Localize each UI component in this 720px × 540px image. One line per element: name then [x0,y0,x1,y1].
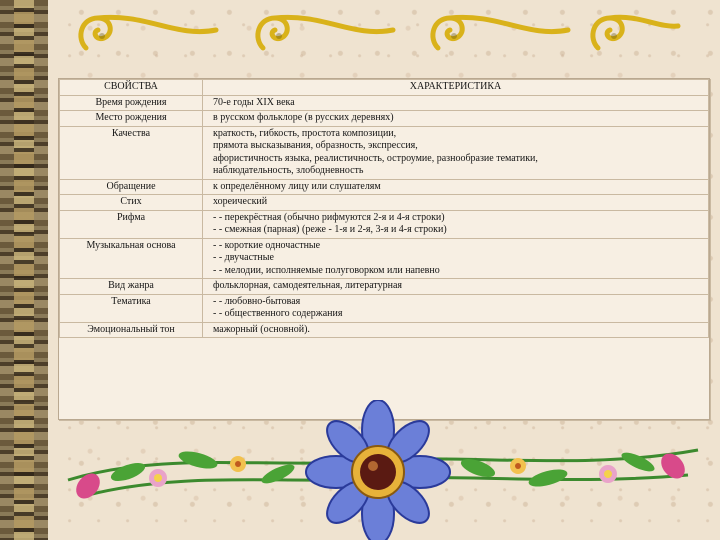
row-property: Время рождения [60,95,203,111]
characteristics-table [59,79,709,338]
scroll-ornament [433,17,568,48]
row-property: Стих [60,195,203,211]
row-property: Качества [60,126,203,179]
table-row [60,195,709,211]
row-value: в русском фольклоре (в русских деревнях) [203,111,709,127]
row-value: фольклорная, самодеятельная, литературная [203,279,709,295]
header-properties: СВОЙСТВА [60,80,203,96]
table-row [60,322,709,338]
table-row [60,210,709,238]
row-value: к определённому лицу или слушателям [203,179,709,195]
row-property: Обращение [60,179,203,195]
row-value: - - перекрёстная (обычно рифмуются 2-я и 4-я строки) - - смежная (парная) (реже - 1-я и 2-я, 3-я и 4-я строки) [203,210,709,238]
row-value: - - короткие одночастные - - двучастные - - мелодии, исполняемые полуговорком или напевно [203,238,709,279]
scroll-ornament [81,17,216,48]
table-header-row [60,80,709,96]
row-property: Место рождения [60,111,203,127]
row-value: мажорный (основной). [203,322,709,338]
row-value: 70-е годы XIX века [203,95,709,111]
table-row [60,111,709,127]
row-property: Музыкальная основа [60,238,203,279]
scroll-ornament [593,17,678,48]
decorative-left-border [0,0,48,540]
row-value: краткость, гибкость, простота композиции, прямота высказывания, образность, экспрессия, афористичность языка, реалистичность, остроумие, разнообразие тематики, наблюдательность, злободневность [203,126,709,179]
table-row [60,179,709,195]
row-value: - - любовно-бытовая - - общественного содержания [203,294,709,322]
row-property: Рифма [60,210,203,238]
row-property: Тематика [60,294,203,322]
row-value: хореический [203,195,709,211]
table-row [60,95,709,111]
table-row [60,126,709,179]
row-property: Эмоциональный тон [60,322,203,338]
scroll-ornament [258,17,393,48]
decorative-flower-garland [48,400,720,540]
table-row [60,238,709,279]
characteristics-table-frame [58,78,710,420]
table-row [60,279,709,295]
row-property: Вид жанра [60,279,203,295]
decorative-scrolls [48,0,720,70]
header-characteristic: ХАРАКТЕРИСТИКА [203,80,709,96]
table-row [60,294,709,322]
